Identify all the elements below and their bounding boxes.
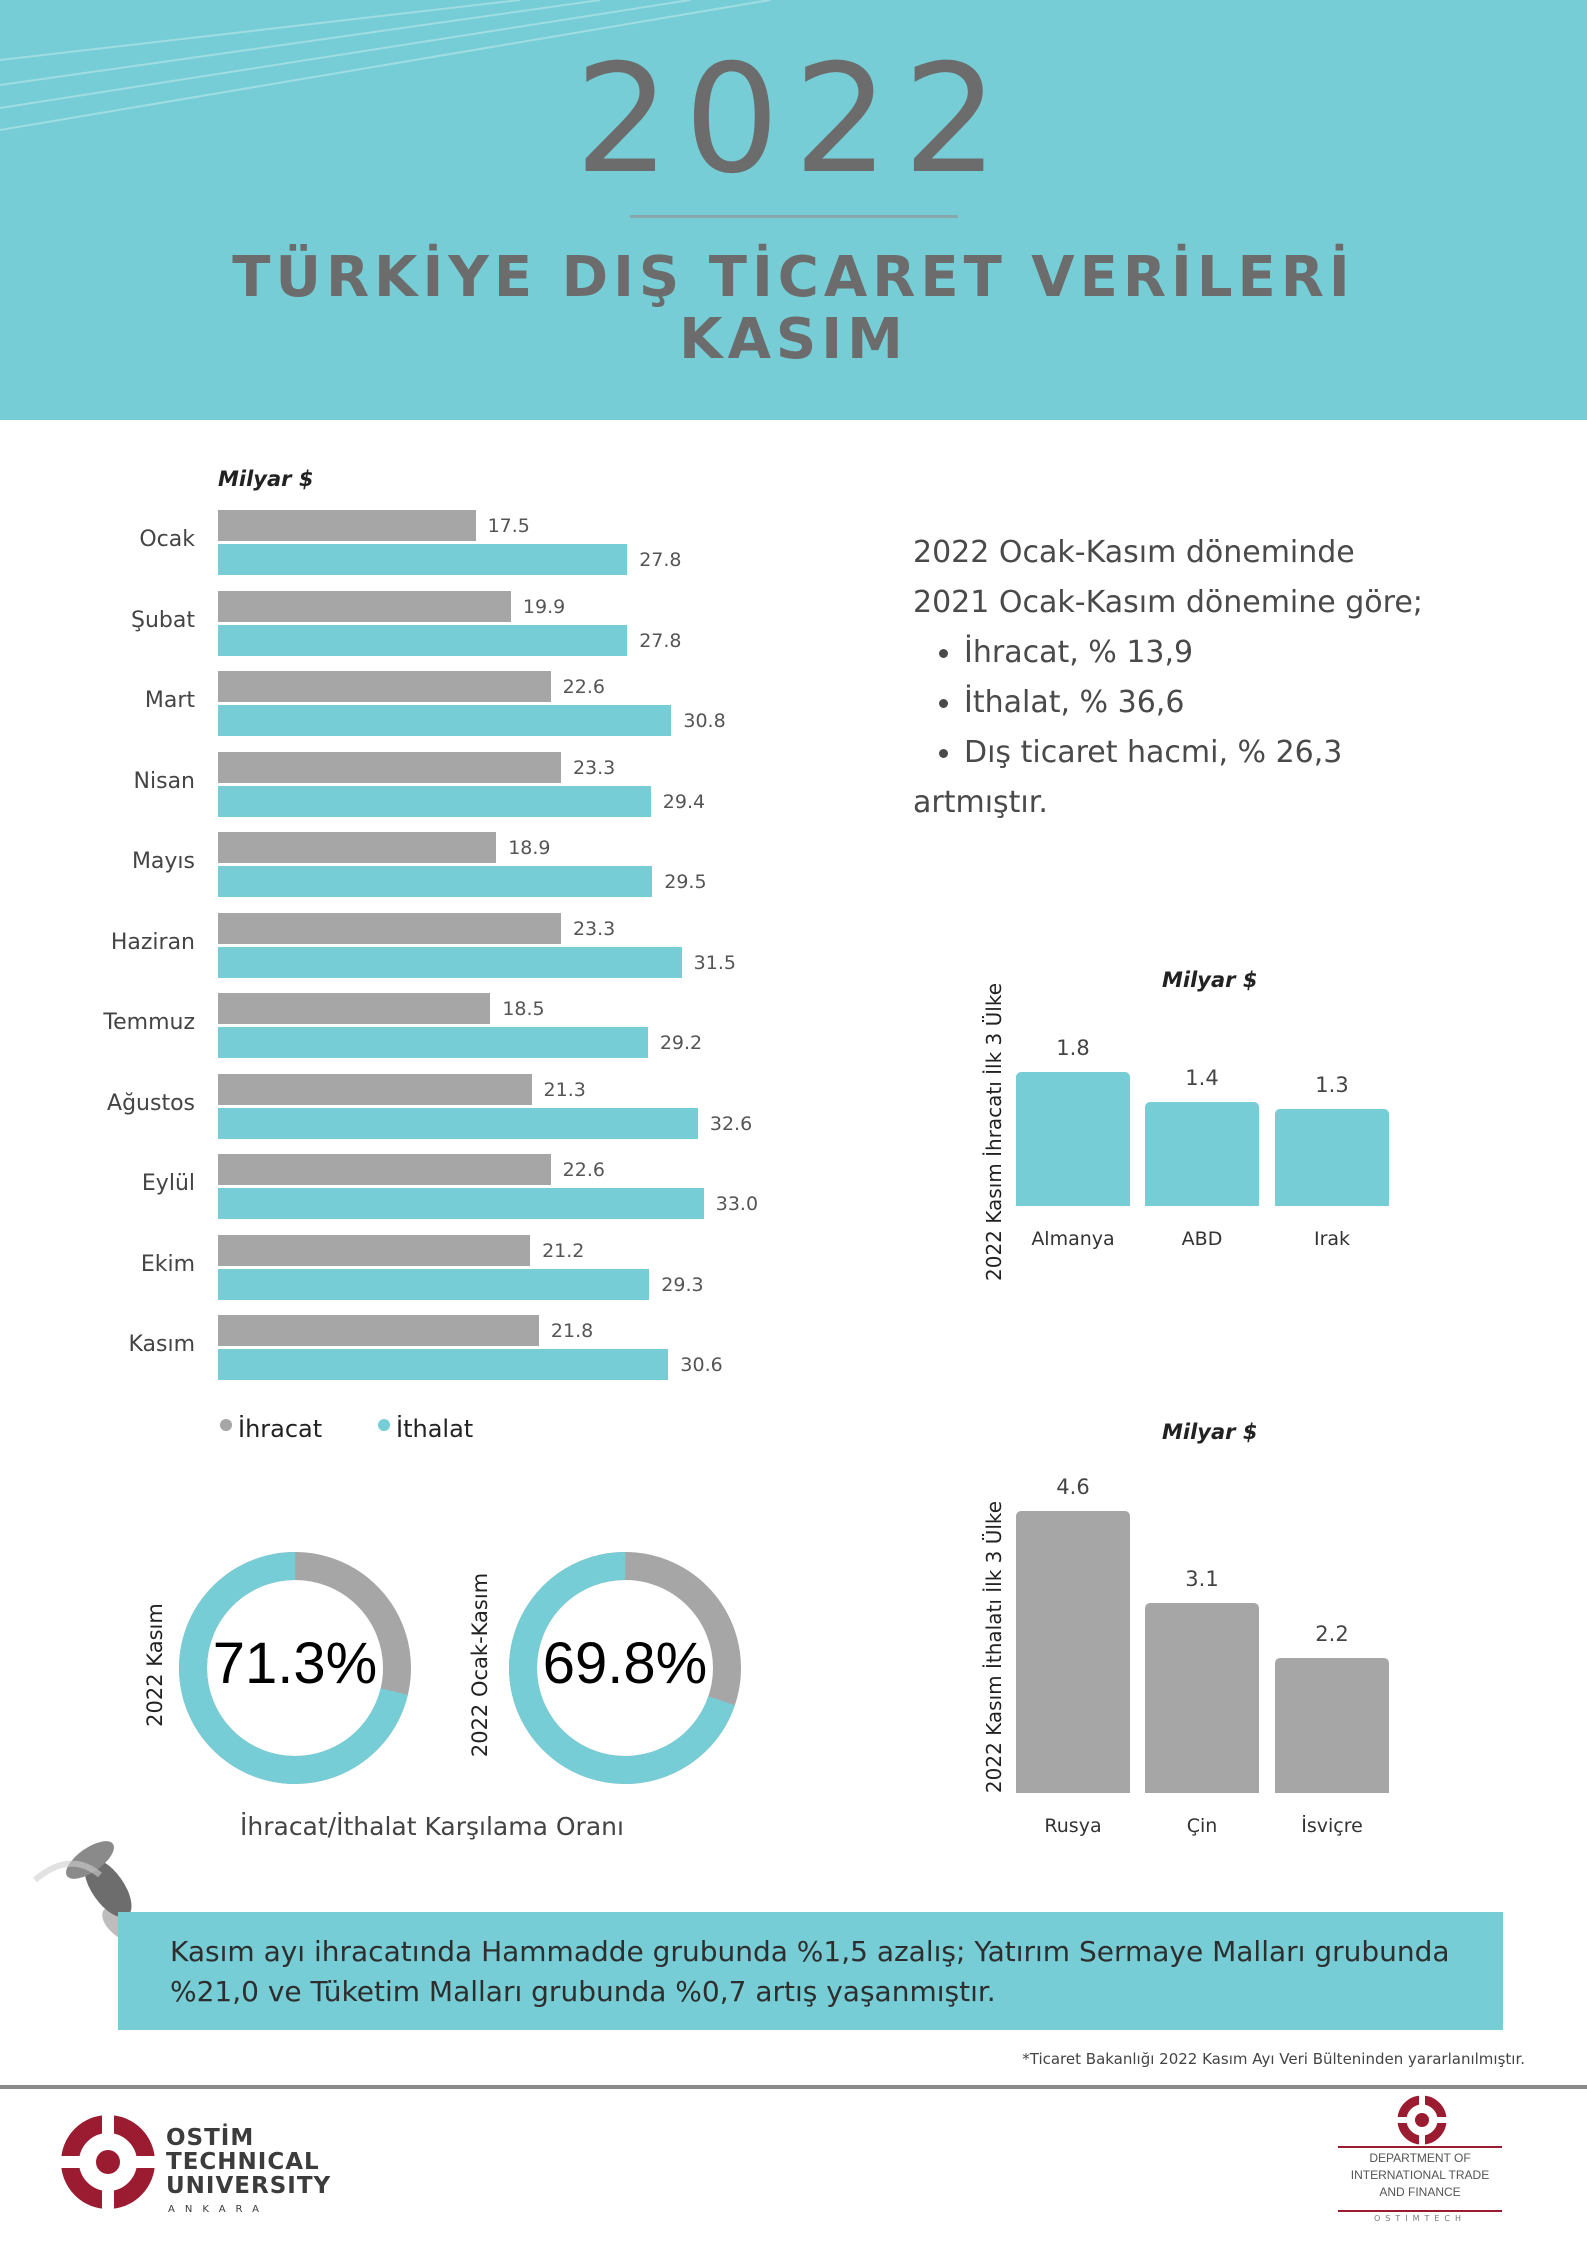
import-value-label: 30.6 [680, 1354, 723, 1376]
export-bar [218, 913, 561, 944]
import-bar [218, 1027, 648, 1058]
export-bar [218, 1315, 539, 1346]
header-banner [0, 0, 1587, 420]
export-top3-title: 2022 Kasım İhracatı İlk 3 Ülke [982, 983, 1006, 1281]
export-value-label: 23.3 [572, 756, 616, 779]
import-bar [218, 866, 652, 897]
export-value-label: 22.6 [562, 1159, 605, 1181]
import-value-label: 30.8 [683, 710, 726, 732]
column-bar [1016, 1511, 1130, 1793]
import-bar [218, 1349, 668, 1380]
import-bar [218, 786, 651, 817]
title-divider [630, 215, 958, 218]
column-bar [1275, 1109, 1389, 1206]
legend-import-swatch [378, 1419, 390, 1431]
legend-import [378, 1415, 473, 1443]
import-value-label: 27.8 [639, 549, 682, 571]
month-label: Mayıs [131, 849, 195, 874]
column-bar [1145, 1102, 1259, 1206]
month-label: Şubat [131, 607, 195, 633]
summary-line1: 2022 Ocak-Kasım döneminde [913, 535, 1355, 570]
month-label: Eylül [141, 1171, 195, 1196]
month-label: Temmuz [103, 1010, 195, 1035]
column-category-label: İsviçre [1301, 1815, 1363, 1837]
column-category-label: Almanya [1031, 1228, 1115, 1250]
summary-closing: artmıştır. [913, 785, 1048, 820]
summary-bullet: İthalat, % 36,6 [913, 678, 1423, 728]
footer-divider [0, 2085, 1587, 2089]
export-bar [218, 832, 496, 863]
export-bar [218, 591, 511, 622]
month-label: Nisan [133, 768, 195, 794]
column-category-label: Irak [1313, 1228, 1351, 1250]
summary-bullet: Dış ticaret hacmi, % 26,3 [913, 728, 1423, 778]
bullet-dot-icon [939, 749, 948, 758]
note-text: Kasım ayı ihracatında Hammadde grubunda %1,5 azalış; Yatırım Sermaye Malları grubunda %21,0 ve Tüketim Malları grubunda %0,7 artış yaşanmıştır. [170, 1935, 1450, 2008]
page-year: 2022 [574, 33, 1013, 207]
export-value-label: 21.8 [550, 1320, 594, 1342]
import-top3-title: 2022 Kasım İthalatı İlk 3 Ülke [982, 1500, 1006, 1794]
import-bar [218, 1269, 649, 1300]
university-name: OSTİM TECHNICAL UNIVERSITY [166, 2125, 332, 2199]
export-value-label: 18.9 [508, 837, 551, 859]
export-value-label: 21.2 [542, 1239, 585, 1262]
coverage-caption: İhracat/İthalat Karşılama Oranı [240, 1812, 624, 1841]
import-value-label: 29.2 [659, 1032, 703, 1054]
legend-export-label: İhracat [238, 1415, 323, 1443]
summary-text [913, 528, 1423, 828]
month-label: Ocak [139, 527, 195, 552]
footnote: *Ticaret Bakanlığı 2022 Kasım Ayı Veri Bülteninden yararlanılmıştır. [1022, 2050, 1525, 2068]
import-bar [218, 544, 627, 575]
column-category-label: Çin [1186, 1815, 1218, 1837]
column-bar [1275, 1658, 1389, 1793]
summary-bullet: İhracat, % 13,9 [913, 628, 1423, 678]
page-subtitle: KASIM [679, 307, 908, 372]
column-value-label: 2.2 [1315, 1622, 1349, 1647]
summary-line2: 2021 Ocak-Kasım dönemine göre; [913, 585, 1423, 620]
page-title: TÜRKİYE DIŞ TİCARET VERİLERİ [232, 245, 1355, 310]
donut-2-label: 2022 Ocak-Kasım [468, 1572, 492, 1758]
export-value-label: 17.5 [487, 515, 530, 537]
legend-import-label: İthalat [396, 1415, 474, 1443]
bullet-dot-icon [939, 699, 948, 708]
import-value-label: 29.4 [662, 790, 706, 813]
month-label: Kasım [128, 1332, 195, 1357]
export-bar [218, 1235, 530, 1266]
import-top3-unit: Milyar $ [1162, 1420, 1258, 1444]
export-bar [218, 993, 490, 1024]
import-value-label: 32.6 [709, 1112, 753, 1135]
import-bar [218, 1188, 704, 1219]
export-value-label: 23.3 [572, 917, 616, 940]
export-bar [218, 671, 551, 702]
import-bar [218, 1108, 698, 1139]
month-label: Haziran [110, 929, 195, 955]
export-bar [218, 1074, 532, 1105]
column-value-label: 1.8 [1056, 1036, 1090, 1060]
export-top3-unit: Milyar $ [1162, 968, 1258, 992]
month-label: Ağustos [107, 1090, 195, 1116]
column-category-label: ABD [1181, 1228, 1223, 1250]
donut-1-label: 2022 Kasım [143, 1603, 167, 1727]
column-bar [1145, 1603, 1259, 1793]
column-value-label: 3.1 [1185, 1566, 1219, 1591]
donut-2-value: 69.8% [542, 1631, 708, 1696]
donut-1-value: 71.3% [212, 1631, 378, 1696]
export-value-label: 19.9 [522, 595, 566, 618]
column-value-label: 1.4 [1185, 1065, 1219, 1090]
column-value-label: 4.6 [1056, 1475, 1090, 1499]
ostim-logo-icon [58, 2112, 158, 2212]
import-value-label: 33.0 [715, 1193, 759, 1215]
month-label: Mart [144, 688, 195, 713]
monthly-chart-unit: Milyar $ [218, 467, 314, 491]
import-value-label: 31.5 [693, 951, 736, 974]
column-bar [1016, 1072, 1130, 1206]
department-name: DEPARTMENT OF INTERNATIONAL TRADE AND FINANCE [1350, 2151, 1490, 2199]
legend-export-swatch [220, 1419, 232, 1431]
department-logo-icon [1395, 2093, 1449, 2147]
export-bar [218, 752, 561, 783]
export-bar [218, 1154, 551, 1185]
month-label: Ekim [140, 1251, 195, 1277]
university-city: ANKARA [168, 2204, 269, 2215]
department-sub: OSTIMTECH [1373, 2214, 1467, 2223]
export-value-label: 18.5 [502, 998, 545, 1020]
column-category-label: Rusya [1044, 1815, 1102, 1837]
export-bar [218, 510, 476, 541]
department-rule-bottom [1338, 2210, 1502, 2212]
export-value-label: 22.6 [562, 676, 605, 698]
import-bar [218, 625, 627, 656]
bullet-dot-icon [939, 649, 948, 658]
import-value-label: 29.5 [664, 871, 707, 893]
import-bar [218, 947, 682, 978]
import-bar [218, 705, 671, 736]
department-rule-top [1338, 2146, 1502, 2148]
import-value-label: 27.8 [639, 629, 682, 652]
import-value-label: 29.3 [661, 1273, 704, 1296]
export-value-label: 21.3 [543, 1078, 586, 1101]
legend-export [220, 1415, 322, 1443]
column-value-label: 1.3 [1315, 1073, 1349, 1098]
